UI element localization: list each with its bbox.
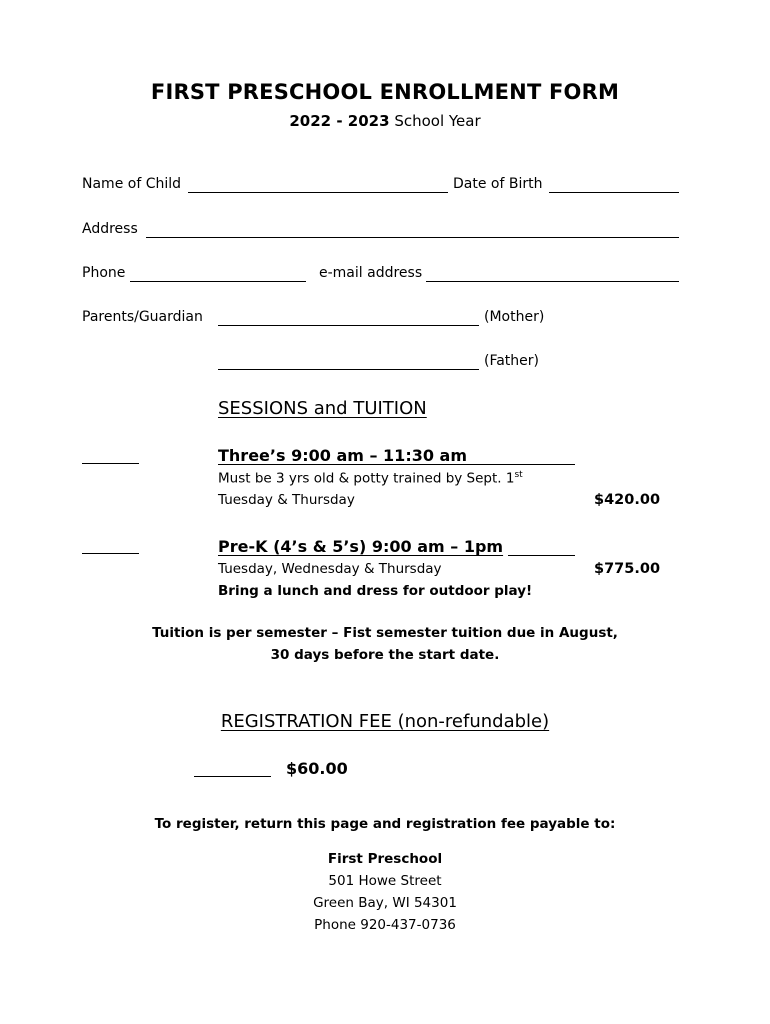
mother-field[interactable] [218,325,479,326]
threes-price: $420.00 [594,492,661,508]
email-field[interactable] [426,281,679,282]
prek-note: Bring a lunch and dress for outdoor play! [218,583,533,599]
contact-street: 501 Howe Street [328,873,442,889]
prek-title-underline [508,555,575,556]
father-field[interactable] [218,369,479,370]
register-instructions: To register, return this page and registration fee payable to: [154,816,616,832]
prek-title: Pre-K (4’s & 5’s) 9:00 am – 1pm [218,537,504,556]
threes-checkbox-line[interactable] [82,463,139,464]
contact-name: First Preschool [327,851,443,867]
email-label: e-mail address [319,265,423,281]
address-field[interactable] [146,237,679,238]
threes-title-underline [462,464,575,465]
school-year [0,112,770,130]
phone-label: Phone [82,265,126,281]
prek-price: $775.00 [594,561,661,577]
prek-days: Tuesday, Wednesday & Thursday [218,561,442,577]
registration-fee: $60.00 [286,759,348,778]
dob-label: Date of Birth [453,176,543,192]
sessions-heading: SESSIONS and TUITION [218,398,427,419]
tuition-note-line2: 30 days before the start date. [270,647,500,663]
threes-requirement-sup: st [514,470,523,480]
parents-label: Parents/Guardian [82,309,203,325]
dob-field[interactable] [549,192,679,193]
phone-field[interactable] [130,281,306,282]
mother-label: (Mother) [484,309,545,325]
threes-requirement [218,470,523,487]
form-title: FIRST PRESCHOOL ENROLLMENT FORM [150,80,620,104]
contact-city: Green Bay, WI 54301 [313,895,457,911]
father-label: (Father) [484,353,540,369]
address-label: Address [82,221,138,237]
school-year-range: 2022 - 2023 [289,112,390,130]
school-year-suffix: School Year [394,112,481,130]
tuition-note-line1: Tuition is per semester – Fist semester tuition due in August, [152,625,618,641]
prek-checkbox-line[interactable] [82,553,139,554]
threes-requirement-text: Must be 3 yrs old & potty trained by Sept. 1 [218,470,515,487]
registration-heading: REGISTRATION FEE (non-refundable) [220,711,550,732]
child-name-label: Name of Child [82,176,182,192]
threes-days: Tuesday & Thursday [218,492,355,508]
child-name-field[interactable] [188,192,448,193]
threes-title: Three’s 9:00 am – 11:30 am [218,446,468,465]
contact-phone: Phone 920-437-0736 [314,917,456,933]
registration-fee-line[interactable] [194,776,271,777]
